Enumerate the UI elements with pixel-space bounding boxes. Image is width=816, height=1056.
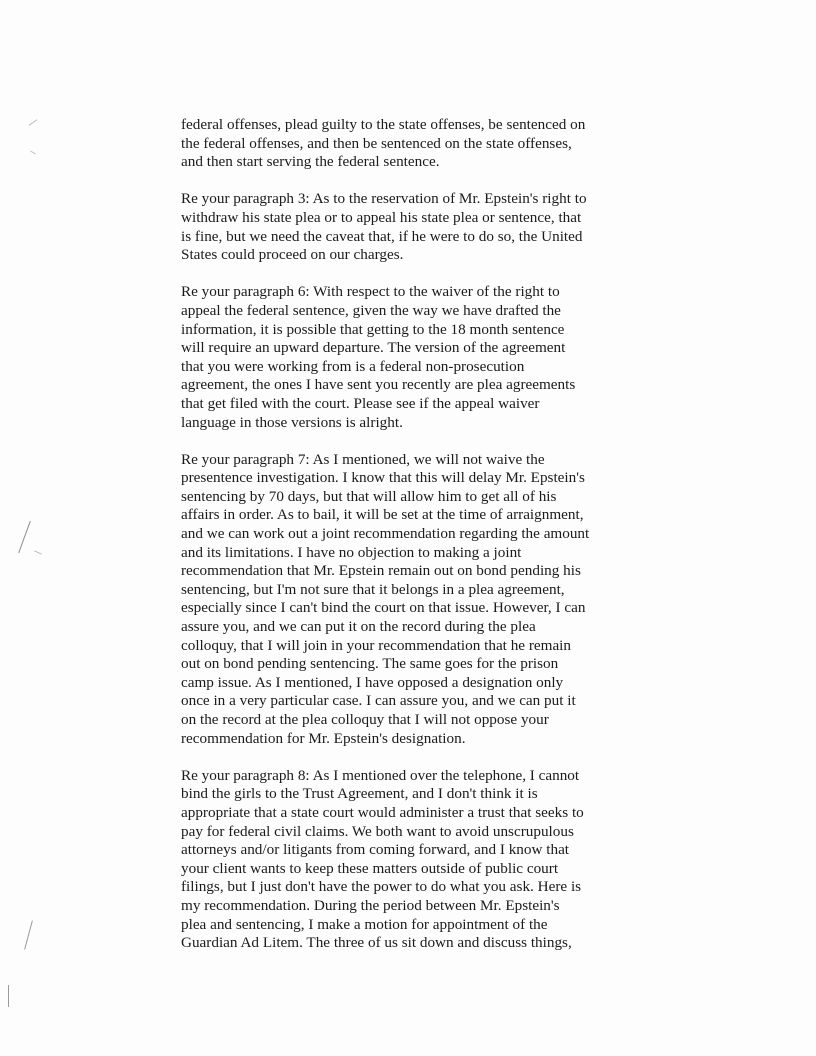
paragraph-continuation: federal offenses, plead guilty to the state offenses, be sentenced on the federal offenses, and then be sentenced on the state offenses, and then start serving the federal sentence.	[181, 116, 586, 171]
paragraph-re-3: Re your paragraph 3: As to the reservation of Mr. Epstein's right to withdraw his state plea or to appeal his state plea or sentence, that is fine, but we need the caveat that, if he were to do so, the United States could proceed on our charges.	[181, 190, 587, 264]
paragraph-re-6: Re your paragraph 6: With respect to the waiver of the right to appeal the federal sentence, given the way we have drafted the information, it is possible that getting to the 18 month sentence will require an upward departure. The version of the agreement that you were working from is a federal non-prosecution agreement, the ones I have sent you recently are plea agreements that get filed with the court. Please see if the appeal waiver language in those versions is alright.	[181, 283, 576, 431]
letter-body	[181, 116, 621, 971]
scan-mark	[34, 550, 42, 554]
scan-mark	[18, 521, 31, 553]
paragraph-re-7: Re your paragraph 7: As I mentioned, we will not waive the presentence investigation. I know that this will delay Mr. Epstein's sentencing by 70 days, but that will allow him to get all of his affairs in order. As to bail, it will be set at the time of arraignment, and we can work out a joint recommendation regarding the amount and its limitations. I have no objection to making a joint recommendation that Mr. Epstein remain out on bond pending his sentencing, but I'm not sure that it belongs in a plea agreement, especially since I can't bind the court on that issue. However, I can assure you, and we can put it on the record during the plea colloquy, that I will join in your recommendation that he remain out on bond pending sentencing. The same goes for the prison camp issue. As I mentioned, I have opposed a designation only once in a very particular case. I can assure you, and we can put it on the record at the plea colloquy that I will not oppose your recommendation for Mr. Epstein's designation.	[181, 450, 590, 747]
scan-mark	[30, 151, 36, 155]
paragraph-re-8: Re your paragraph 8: As I mentioned over the telephone, I cannot bind the girls to the Trust Agreement, and I don't think it is appropriate that a state court would administer a trust that seeks to pay for federal civil claims. We both want to avoid unscrupulous attorneys and/or litigants from coming forward, and I know that your client wants to keep these matters outside of public court filings, but I just don't have the power to do what you ask. Here is my recommendation. During the period between Mr. Epstein's plea and sentencing, I make a motion for appointment of the Guardian Ad Litem. The three of us sit down and discuss things,	[181, 766, 584, 952]
scan-mark	[24, 920, 33, 949]
scan-mark	[29, 119, 38, 126]
scan-mark	[8, 985, 9, 1007]
